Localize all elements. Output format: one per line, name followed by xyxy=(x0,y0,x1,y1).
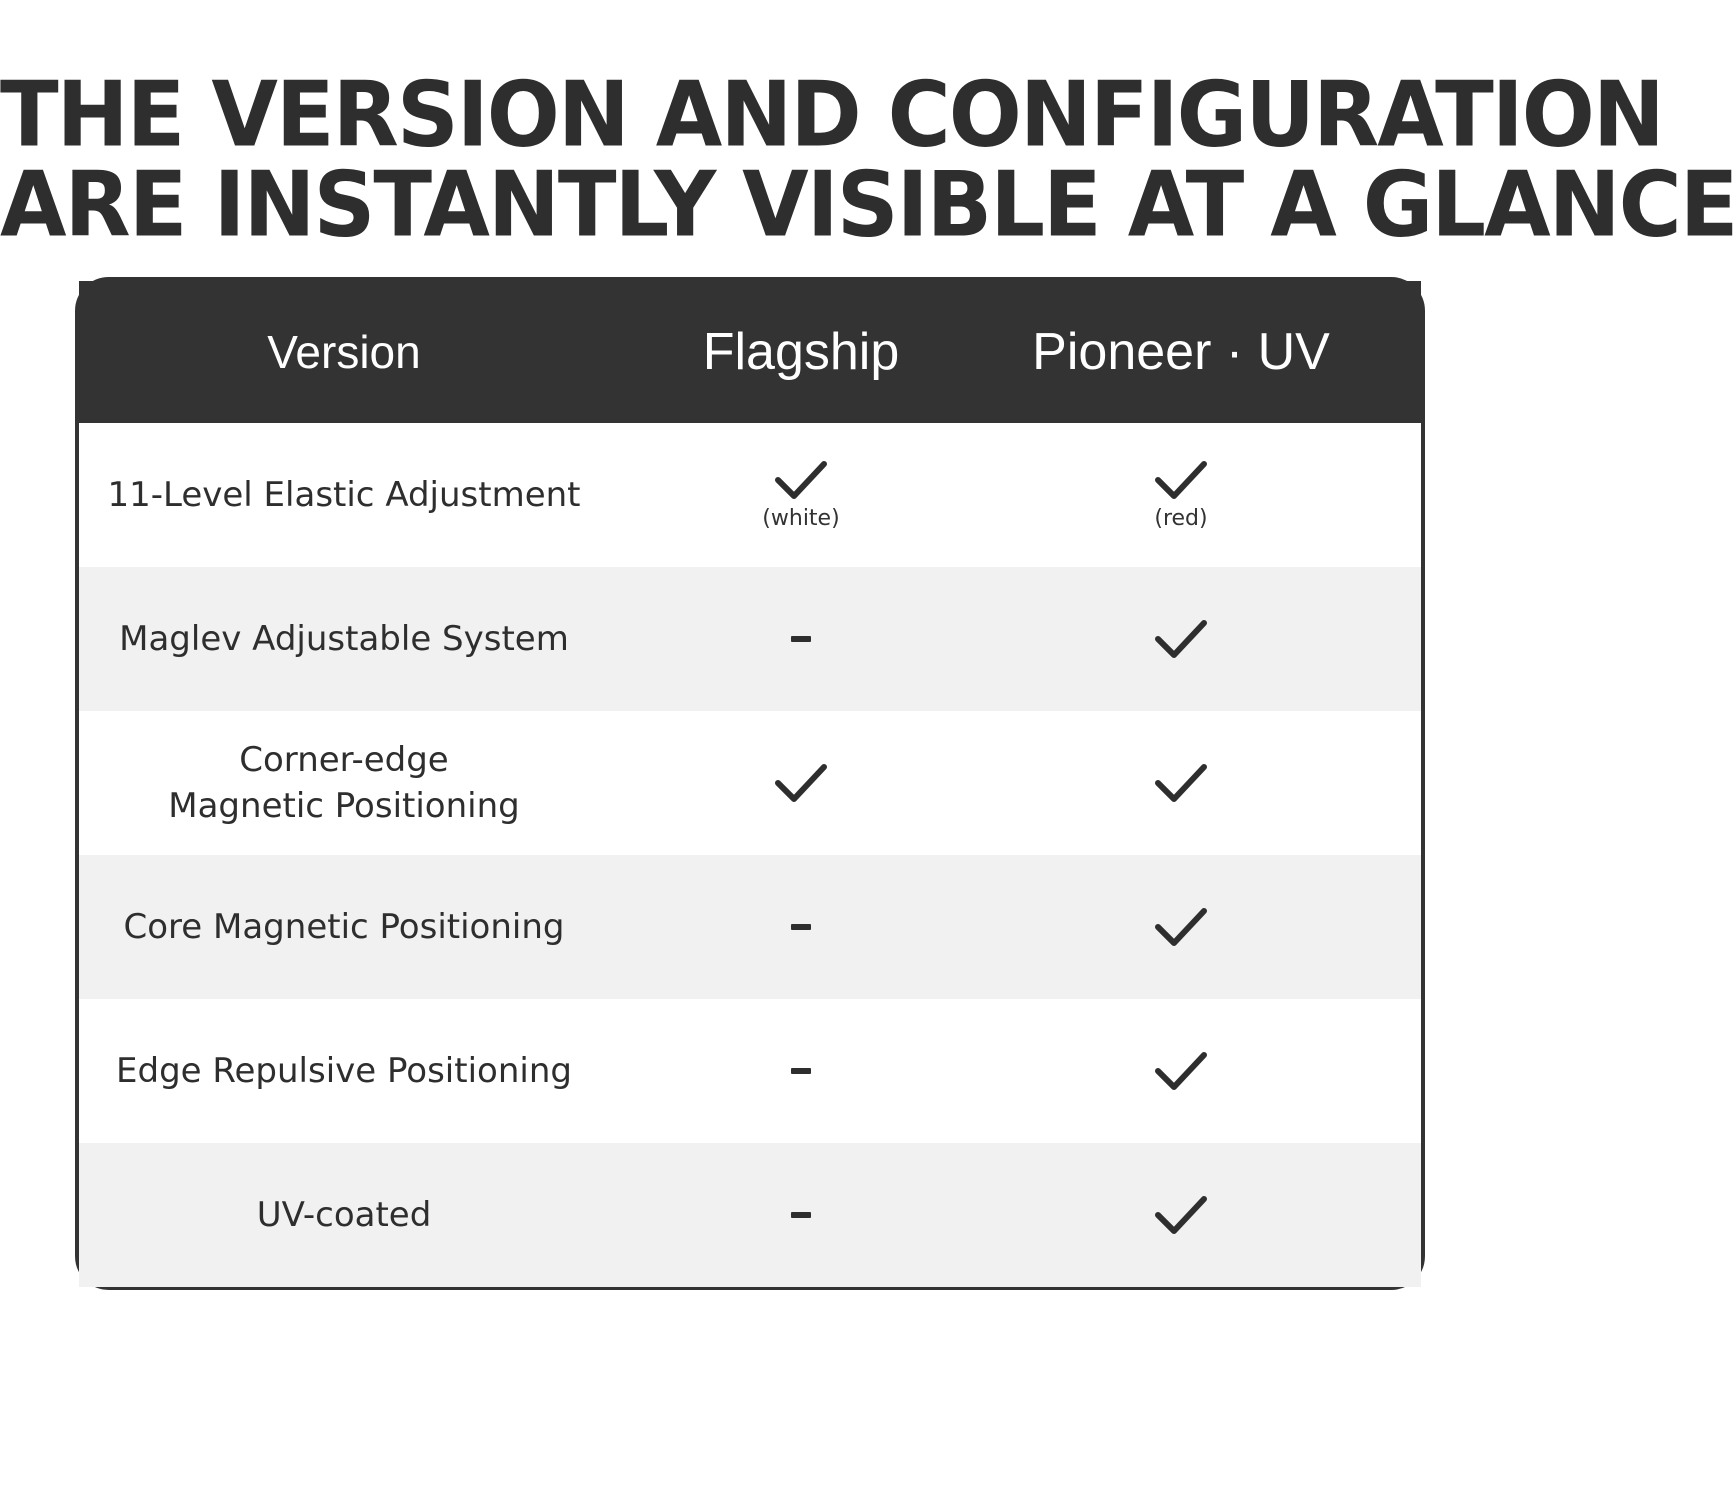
dash-icon xyxy=(791,636,811,642)
check-icon xyxy=(774,761,828,805)
flagship-cell xyxy=(711,423,891,567)
flagship-note: (white) xyxy=(762,506,840,531)
pioneer-cell xyxy=(1091,567,1271,711)
comparison-table xyxy=(75,277,1425,1290)
pioneer-note: (red) xyxy=(1154,506,1208,531)
table-row xyxy=(79,855,1421,999)
dash-icon xyxy=(791,1212,811,1218)
header-version: Version xyxy=(267,326,421,378)
feature-label: Corner-edge Magnetic Positioning xyxy=(168,740,520,826)
header-pioneer-uv: Pioneer · UV xyxy=(1032,323,1330,381)
dash-icon xyxy=(791,924,811,930)
feature-label: 11-Level Elastic Adjustment xyxy=(107,475,581,515)
table-row xyxy=(79,999,1421,1143)
feature-label: Maglev Adjustable System xyxy=(119,619,569,659)
table-row xyxy=(79,567,1421,711)
pioneer-cell xyxy=(1091,855,1271,999)
feature-label: Core Magnetic Positioning xyxy=(123,907,565,947)
flagship-cell xyxy=(711,711,891,855)
table-row xyxy=(79,711,1421,855)
feature-label: Edge Repulsive Positioning xyxy=(116,1051,572,1091)
table-header xyxy=(79,281,1421,423)
flagship-cell xyxy=(711,855,891,999)
table-row xyxy=(79,423,1421,567)
pioneer-cell xyxy=(1091,423,1271,567)
headline-line-2: ARE INSTANTLY VISIBLE AT A GLANCE xyxy=(0,152,1736,258)
feature-label: UV-coated xyxy=(256,1195,432,1235)
dash-icon xyxy=(791,1068,811,1074)
flagship-cell xyxy=(711,1143,891,1287)
check-icon xyxy=(1154,905,1208,949)
headline xyxy=(0,62,1736,258)
check-icon xyxy=(1154,1049,1208,1093)
flagship-cell xyxy=(711,999,891,1143)
pioneer-cell xyxy=(1091,999,1271,1143)
check-icon xyxy=(774,458,828,502)
table-row xyxy=(79,1143,1421,1287)
flagship-cell xyxy=(711,567,891,711)
pioneer-cell xyxy=(1091,711,1271,855)
check-icon xyxy=(1154,761,1208,805)
check-icon xyxy=(1154,1193,1208,1237)
header-flagship: Flagship xyxy=(702,323,900,381)
check-icon xyxy=(1154,617,1208,661)
headline-line-1: THE VERSION AND CONFIGURATION xyxy=(0,62,1663,168)
check-icon xyxy=(1154,458,1208,502)
pioneer-cell xyxy=(1091,1143,1271,1287)
